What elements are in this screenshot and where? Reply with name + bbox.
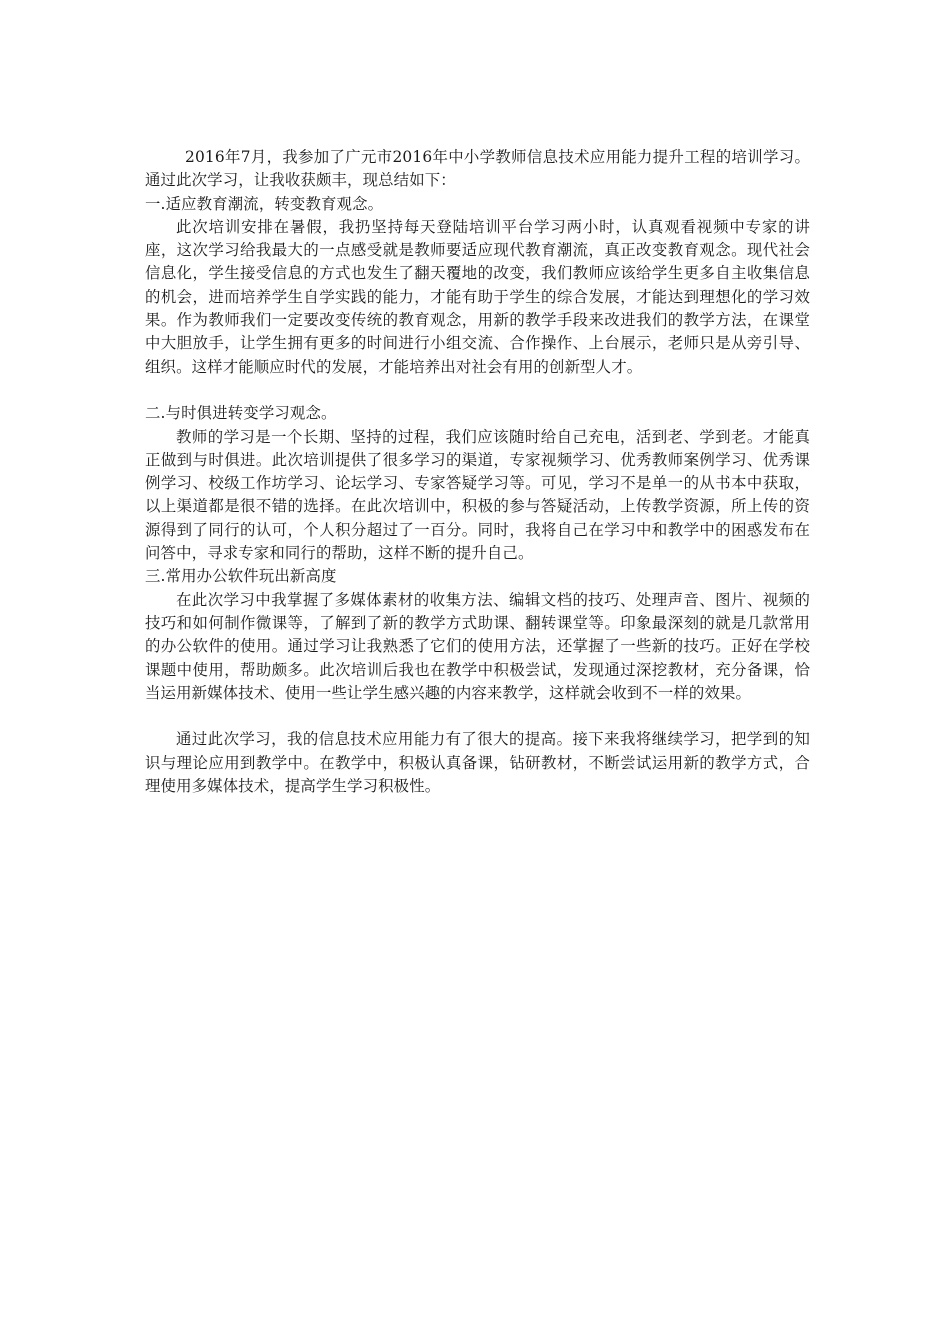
section-2-body: 教师的学习是一个长期、坚持的过程，我们应该随时给自己充电，活到老、学到老。才能真正做到与时俱进。此次培训提供了很多学习的渠道，专家视频学习、优秀教师案例学习、优秀课例学习、校级工作坊学习、论坛学习、专家答疑学习等。可见，学习不是单一的从书本中获取，以上渠道都是很不错的选择。在此次培训中，积极的参与答疑活动，上传教学资源，所上传的资源得到了同行的认可，个人积分超过了一百分。同时，我将自己在学习中和教学中的困惑发布在问答中，寻求专家和同行的帮助，这样不断的提升自己。 (145, 427, 810, 563)
paragraph-gap (145, 705, 810, 728)
paragraph-gap (145, 379, 810, 402)
section-3-body: 在此次学习中我掌握了多媒体素材的收集方法、编辑文档的技巧、处理声音、图片、视频的技巧和如何制作微课等，了解到了新的教学方式助课、翻转课堂等。印象最深刻的就是几款常用的办公软件的使用。通过学习让我熟悉了它们的使用方法，还掌握了一些新的技巧。正好在学校课题中使用，帮助颇多。此次培训后我也在教学中积极尝试，发现通过深挖教材，充分备课，恰当运用新媒体技术、使用一些让学生感兴趣的内容来教学，这样就会收到不一样的效果。 (145, 590, 810, 702)
document-body (145, 146, 810, 798)
section-1-body: 此次培训安排在暑假，我扔坚持每天登陆培训平台学习两小时，认真观看视频中专家的讲座，这次学习给我最大的一点感受就是教师要适应现代教育潮流，真正改变教育观念。现代社会信息化，学生接受信息的方式也发生了翻天覆地的改变，我们教师应该给学生更多自主收集信息的机会，进而培养学生自学实践的能力，才能有助于学生的综合发展，才能达到理想化的学习效果。作为教师我们一定要改变传统的教育观念，用新的教学手段来改进我们的教学方法，在课堂中大胆放手，让学生拥有更多的时间进行小组交流、合作操作、上台展示，老师只是从旁引导、组织。这样才能顺应时代的发展，才能培养出对社会有用的创新型人才。 (145, 217, 810, 376)
intro-paragraph: 2016年7月，我参加了广元市2016年中小学教师信息技术应用能力提升工程的培训学习。通过此次学习，让我收获颇丰，现总结如下： (145, 148, 810, 190)
section-3-heading: 三.常用办公软件玩出新高度 (145, 567, 337, 586)
conclusion-paragraph: 通过此次学习，我的信息技术应用能力有了很大的提高。接下来我将继续学习，把学到的知识与理论应用到教学中。在教学中，积极认真备课，钻研教材，不断尝试运用新的教学方式，合理使用多媒体技术，提高学生学习积极性。 (145, 730, 810, 796)
section-1-heading: 一.适应教育潮流，转变教育观念。 (145, 194, 384, 213)
section-2-heading: 二.与时俱进转变学习观念。 (145, 404, 337, 423)
